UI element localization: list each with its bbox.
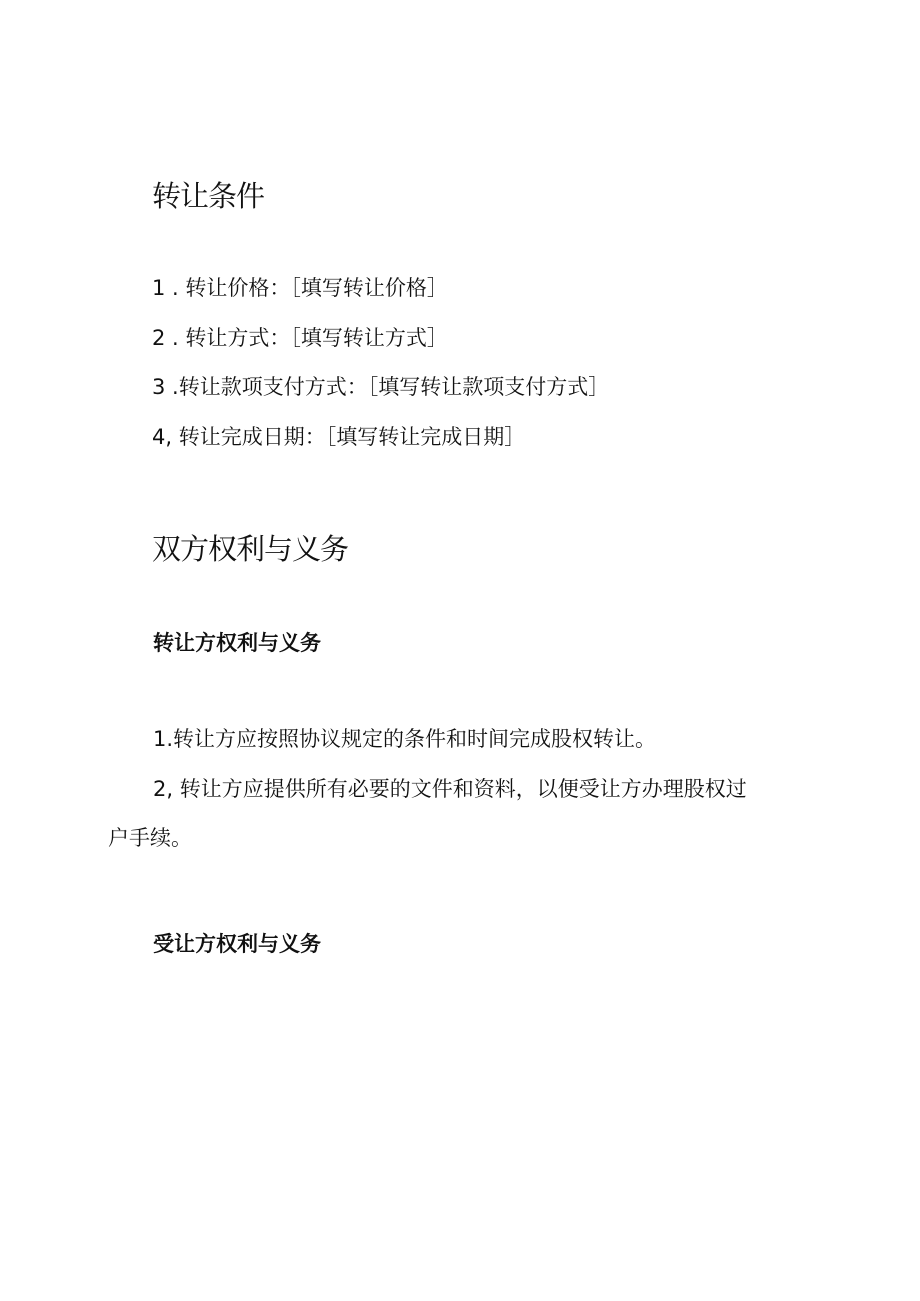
condition-item-completion-date: 4, 转让完成日期：［填写转让完成日期］ [152,425,526,449]
transferor-paragraph-1: 1.转让方应按照协议规定的条件和时间完成股权转让。 [153,727,657,751]
heading-rights-obligations: 双方权利与义务 [152,532,349,566]
heading-transferor-rights: 转让方权利与义务 [153,631,321,655]
transferor-paragraph-2-line-2: 户手续。 [108,826,192,850]
heading-transfer-conditions: 转让条件 [152,179,265,213]
transferor-paragraph-2-line-1: 2, 转让方应提供所有必要的文件和资料，以便受让方办理股权过 [153,777,747,801]
condition-item-payment: 3 .转让款项支付方式：［填写转让款项支付方式］ [152,375,610,399]
heading-transferee-rights: 受让方权利与义务 [153,932,321,956]
condition-item-price: 1 . 转让价格：［填写转让价格］ [152,276,448,300]
condition-item-method: 2 . 转让方式：［填写转让方式］ [152,326,448,350]
